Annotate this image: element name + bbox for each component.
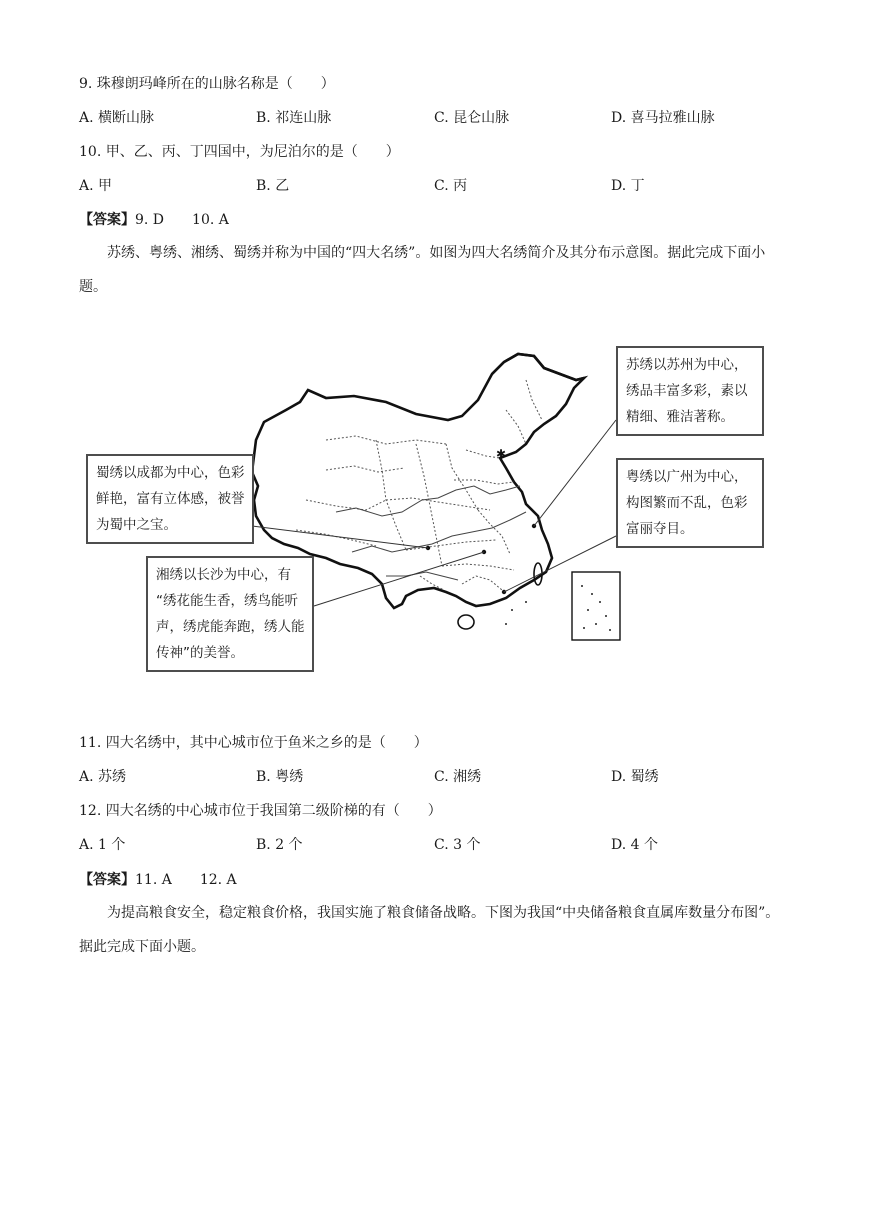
callout-line: 蜀绣以成都为中心，色彩 xyxy=(96,465,245,481)
answer-text: 9. D 10. A xyxy=(135,212,229,228)
q11-option-a: A. 苏绣 xyxy=(79,769,127,785)
rivers xyxy=(336,486,526,580)
province-boundaries xyxy=(296,380,542,590)
northeast-outline xyxy=(492,354,584,380)
callout-line: 声，绣虎能奔跑，绣人能 xyxy=(156,619,305,635)
question-12-stem: 12. 四大名绣的中心城市位于我国第二级阶梯的有（ ） xyxy=(79,803,442,819)
q12-option-c: C. 3 个 xyxy=(434,837,481,853)
callout-line: 精细、雅洁著称。 xyxy=(626,409,734,425)
hainan-island xyxy=(458,615,474,629)
q10-option-b: B. 乙 xyxy=(256,178,290,194)
callout-line: 富丽夺目。 xyxy=(626,521,694,537)
q11-option-c: C. 湘绣 xyxy=(434,769,482,785)
q9-option-a: A. 横断山脉 xyxy=(79,110,155,126)
q9-option-c: C. 昆仑山脉 xyxy=(434,110,510,126)
callout-line: 湘绣以长沙为中心，有 xyxy=(156,567,291,583)
small-islands xyxy=(505,601,527,625)
callout-yue-embroidery xyxy=(616,458,764,548)
answer-block-1 xyxy=(79,210,229,230)
callout-line: 绣品丰富多彩，素以 xyxy=(626,383,748,399)
callout-line: 鲜艳，富有立体感，被誉 xyxy=(96,491,245,507)
q12-option-d: D. 4 个 xyxy=(611,837,658,853)
question-10-stem: 10. 甲、乙、丙、丁四国中，为尼泊尔的是（ ） xyxy=(79,144,400,160)
capital-star-icon: ✱ xyxy=(496,447,507,461)
callout-line: “绣花能生香，绣鸟能听 xyxy=(156,593,298,609)
q9-option-b: B. 祁连山脉 xyxy=(256,110,332,126)
answer-text: 11. A 12. A xyxy=(135,872,237,888)
q12-option-a: A. 1 个 xyxy=(79,837,126,853)
intro-paragraph-embroidery: 苏绣、粤绣、湘绣、蜀绣并称为中国的“四大名绣”。如图为四大名绣简介及其分布示意图。据此完成下面小题。 xyxy=(79,245,766,295)
callout-shu-embroidery xyxy=(86,454,254,544)
answer-tag: 【答案】 xyxy=(79,872,135,888)
callout-su-embroidery xyxy=(616,346,764,436)
callout-line: 构图繁而不乱，色彩 xyxy=(626,495,748,511)
question-9-stem: 9. 珠穆朗玛峰所在的山脉名称是（ ） xyxy=(79,76,335,92)
q10-option-a: A. 甲 xyxy=(79,178,113,194)
callout-xiang-embroidery xyxy=(146,556,314,672)
answer-tag: 【答案】 xyxy=(79,212,135,228)
callout-line: 传神”的美誉。 xyxy=(156,645,244,661)
answer-block-2 xyxy=(79,870,237,890)
q10-option-d: D. 丁 xyxy=(611,178,645,194)
callout-line: 粤绣以广州为中心， xyxy=(626,469,748,485)
callout-line: 为蜀中之宝。 xyxy=(96,517,177,533)
question-11-stem: 11. 四大名绣中，其中心城市位于鱼米之乡的是（ ） xyxy=(79,735,428,751)
callout-line: 苏绣以苏州为中心， xyxy=(626,357,748,373)
q10-option-c: C. 丙 xyxy=(434,178,468,194)
intro-paragraph-grain: 为提高粮食安全，稳定粮食价格，我国实施了粮食储备战略。下图为我国“中央储备粮食直属库数量分布图”。据此完成下面小题。 xyxy=(79,905,780,955)
q11-option-d: D. 蜀绣 xyxy=(611,769,659,785)
q12-option-b: B. 2 个 xyxy=(256,837,303,853)
embroidery-map-figure xyxy=(86,340,776,676)
q11-option-b: B. 粤绣 xyxy=(256,769,304,785)
q9-option-d: D. 喜马拉雅山脉 xyxy=(611,110,715,126)
south-china-sea-inset xyxy=(572,572,620,640)
